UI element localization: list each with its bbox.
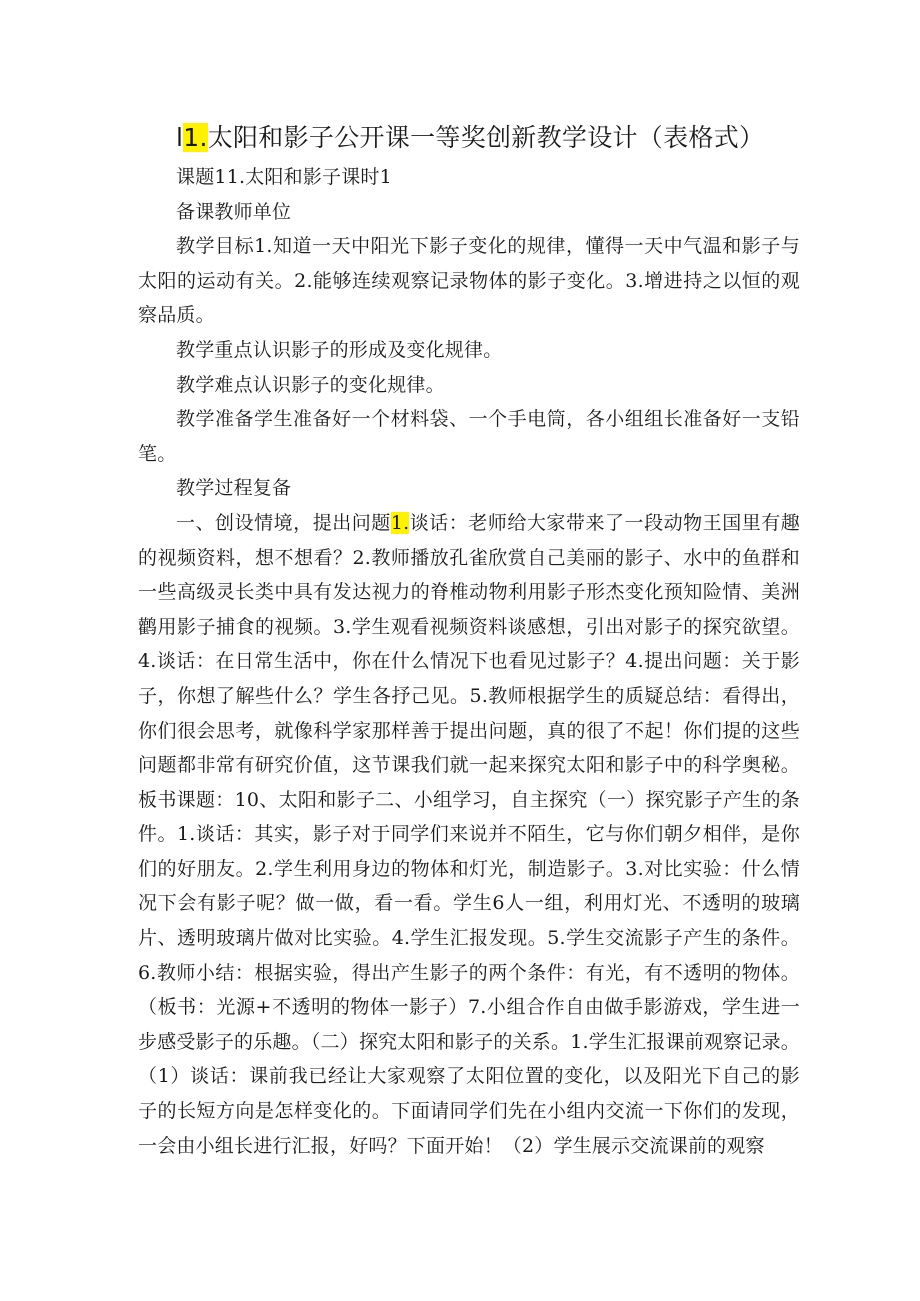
document-title — [176, 118, 776, 158]
paragraph-process-heading: 教学过程复备 — [176, 477, 292, 500]
paragraph-teacher-unit: 备课教师单位 — [176, 200, 292, 223]
paragraph-key-points: 教学重点认识影子的形成及变化规律。 — [176, 338, 503, 361]
process-highlight: 1. — [390, 511, 410, 534]
paragraph-course-title: 课题11.太阳和影子课时1 — [176, 166, 392, 188]
title-prefix: l — [176, 123, 184, 152]
paragraph-difficulties: 教学难点认识影子的变化规律。 — [176, 373, 445, 396]
paragraph-objectives: 教学目标1.知道一天中阳光下影子变化的规律，懂得一天中气温和影子与太阳的运动有关。2.能够连续观察记录物体的影子变化。3.增进持之以恒的观察品质。 — [138, 235, 800, 327]
process-lead: 一、创设情境，提出问题 — [176, 511, 391, 534]
title-text: 太阳和影子公开课一等奖创新教学设计（表格式） — [207, 123, 765, 152]
paragraph-preparation: 教学准备学生准备好一个材料袋、一个手电筒，各小组组长准备好一支铅笔。 — [138, 408, 800, 465]
process-text: 谈话：老师给大家带来了一段动物王国里有趣的视频资料，想不想看？2.教师播放孔雀欣赏自己美丽的影子、水中的鱼群和一些高级灵长类中具有发达视力的脊椎动物利用影子形杰变化预知险情、美洲鹳用影子捕食的视频。3.学生观看视频资料谈感想，引出对影子的探究欲望。4.谈话：在日常生活中，你在什么情况下也看见过影子？4.提出问题：关于影子，你想了解些什么？学生各抒己见。5.教师根据学生的质疑总结：看得出，你们很会思考，就像科学家那样善于提出问题，真的很了不起！你们提的这些问题都非常有研究价值，这节课我们就一起来探究太阳和影子中的科学奥秘。板书课题：10、太阳和影子二、小组学习，自主探究（一）探究影子产生的条件。1.谈话：其实，影子对于同学们来说并不陌生，它与你们朝夕相伴，是你们的好朋友。2.学生利用身边的物体和灯光，制造影子。3.对比实验：什么情况下会有影子呢？做一做，看一看。学生6人一组，利用灯光、不透明的玻璃片、透明玻璃片做对比实验。4.学生汇报发现。5.学生交流影子产生的条件。6.教师小结：根据实验，得出产生影子的两个条件：有光，有不透明的物体。（板书：光源+不透明的物体一影子）7.小组合作自由做手影游戏，学生进一步感受影子的乐趣。（二）探究太阳和影子的关系。1.学生汇报课前观察记录。（1）谈话：课前我已经让大家观察了太阳位置的变化，以及阳光下自己的影子的长短方向是怎样变化的。下面请同学们先在小组内交流一下你们的发现，一会由小组长进行汇报，好吗？下面开始！（2）学生展示交流课前的观察 — [138, 511, 800, 1157]
title-highlight: 1. — [183, 123, 208, 152]
paragraph-process-body — [138, 506, 800, 1163]
document-body — [138, 160, 800, 1163]
